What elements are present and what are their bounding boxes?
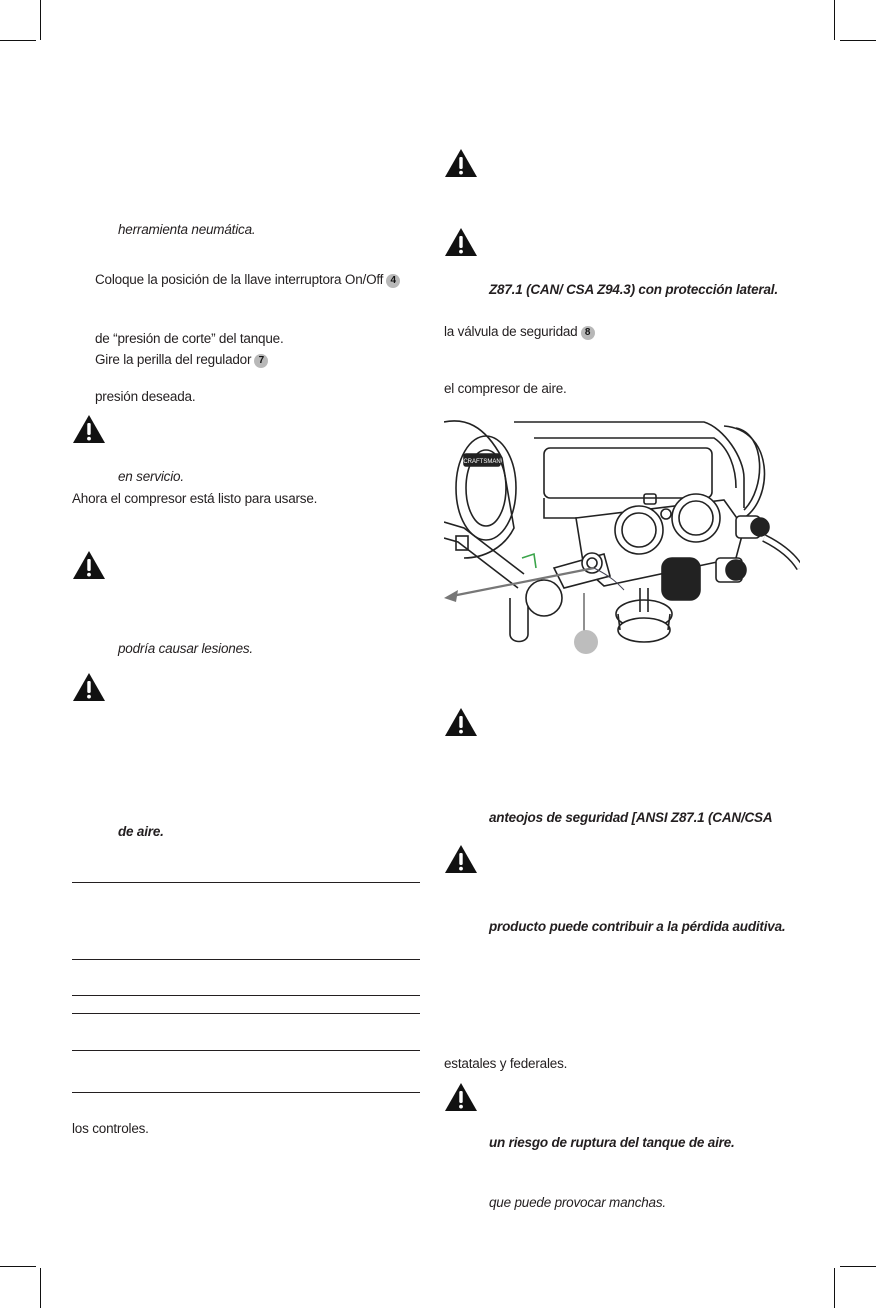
- table-rule: [72, 1013, 420, 1014]
- text-line: estatales y federales.: [444, 1056, 568, 1071]
- warning-triangle-icon: [444, 1082, 478, 1112]
- compressor-illustration: [444, 418, 800, 664]
- warning-triangle-icon: [72, 550, 106, 580]
- warning-triangle-icon: [444, 707, 478, 737]
- callout-circle: [574, 630, 598, 654]
- callout-badge: 8: [581, 326, 595, 340]
- text-line: Coloque la posición de la llave interruptora On/Off 4: [95, 272, 400, 288]
- text-line: de aire.: [118, 824, 164, 839]
- text-line: un riesgo de ruptura del tanque de aire.: [489, 1135, 735, 1150]
- crop-mark: [840, 40, 876, 41]
- warning-triangle-icon: [72, 672, 106, 702]
- text-line: producto puede contribuir a la pérdida auditiva.: [489, 919, 786, 934]
- text-line: en servicio.: [118, 469, 184, 484]
- text-line: el compresor de aire.: [444, 381, 567, 396]
- crop-mark: [840, 1266, 876, 1267]
- text-line: Z87.1 (CAN/ CSA Z94.3) con protección lateral.: [489, 282, 778, 297]
- text-line: Ahora el compresor está listo para usarse.: [72, 491, 318, 506]
- table-rule: [72, 995, 420, 996]
- text-line: podría causar lesiones.: [118, 641, 253, 656]
- crop-mark: [834, 0, 835, 40]
- table-rule: [72, 882, 420, 883]
- text-line: herramienta neumática.: [118, 222, 256, 237]
- crop-mark: [0, 1266, 36, 1267]
- table-rule: [72, 1050, 420, 1051]
- crop-mark: [40, 0, 41, 40]
- text-line: Gire la perilla del regulador 7: [95, 352, 268, 368]
- text-line: anteojos de seguridad [ANSI Z87.1 (CAN/CSA: [489, 810, 773, 825]
- warning-triangle-icon: [72, 414, 106, 444]
- warning-triangle-icon: [444, 148, 478, 178]
- table-rule: [72, 1092, 420, 1093]
- crop-mark: [834, 1268, 835, 1308]
- table-rule: [72, 959, 420, 960]
- text-line: que puede provocar manchas.: [489, 1195, 666, 1210]
- callout-badge: 7: [254, 354, 268, 368]
- text-line: de “presión de corte” del tanque.: [95, 331, 284, 346]
- warning-triangle-icon: [444, 844, 478, 874]
- crop-mark: [40, 1268, 41, 1308]
- brand-label: CRAFTSMAN: [463, 459, 501, 465]
- callout-badge: 4: [386, 274, 400, 288]
- text-line: presión deseada.: [95, 389, 196, 404]
- warning-triangle-icon: [444, 227, 478, 257]
- text-line: los controles.: [72, 1121, 149, 1136]
- text-line: la válvula de seguridad 8: [444, 324, 595, 340]
- crop-mark: [0, 40, 36, 41]
